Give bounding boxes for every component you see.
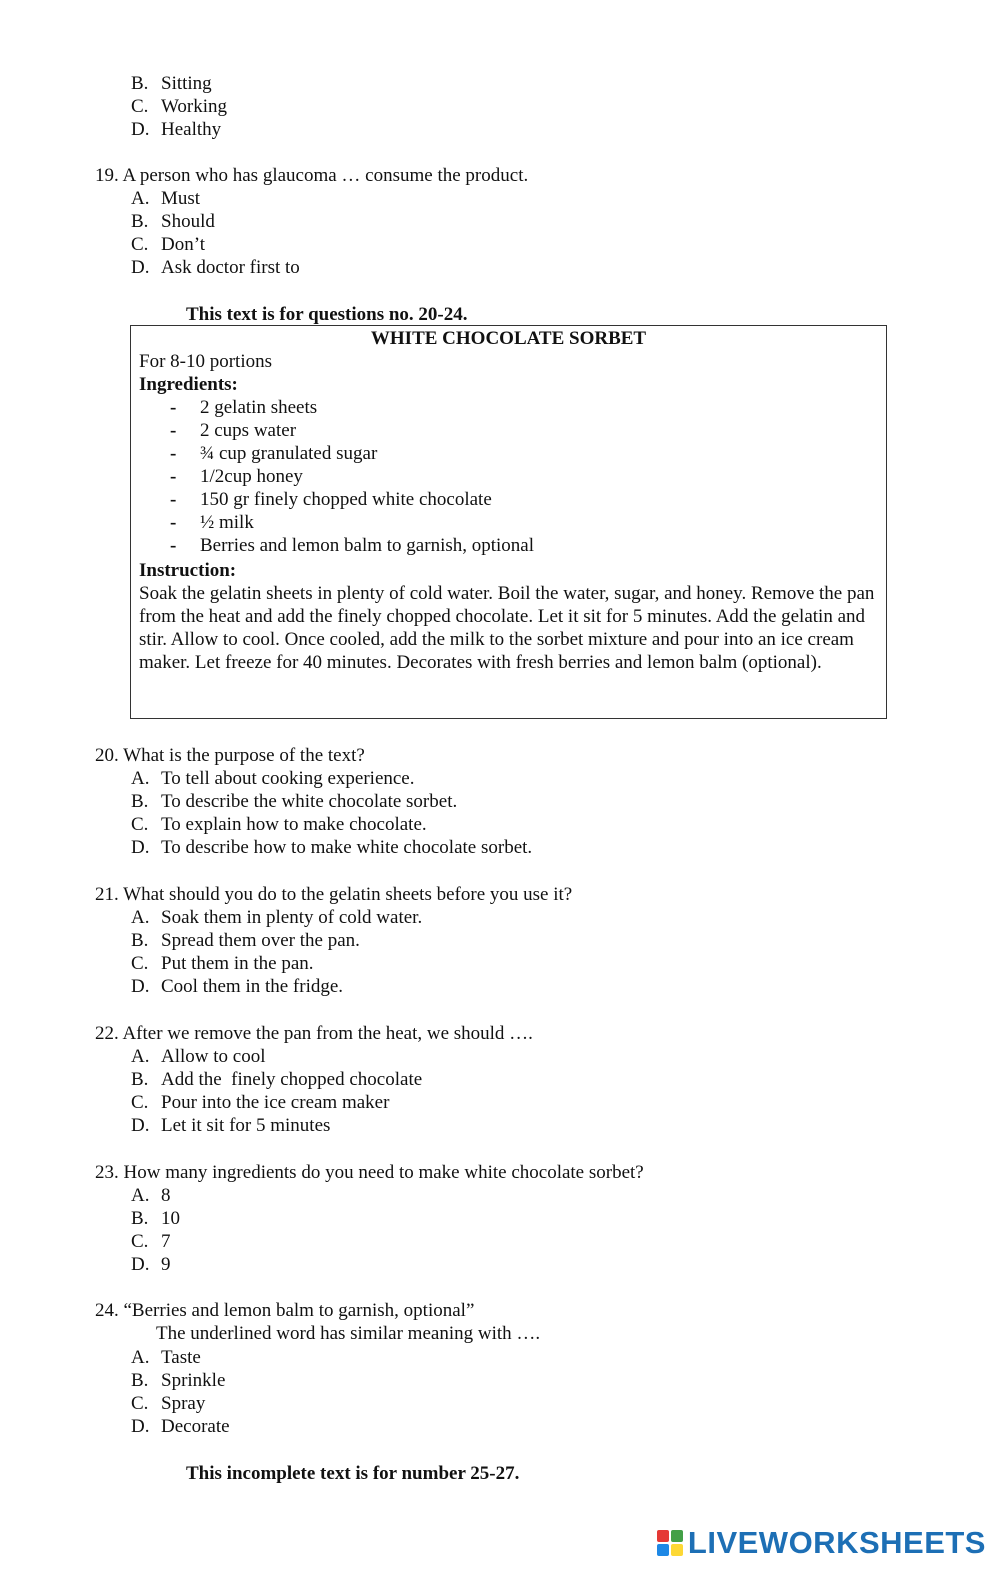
logo-blocks-icon — [657, 1530, 683, 1556]
section-heading-20-24: This text is for questions no. 20-24. — [186, 304, 468, 325]
ingredient-item: - ½ milk — [170, 512, 254, 533]
logo-block — [657, 1544, 669, 1556]
logo-block — [671, 1544, 683, 1556]
liveworksheets-logo[interactable] — [657, 1525, 986, 1561]
q22-option-c: C. Pour into the ice cream maker — [131, 1092, 390, 1113]
q23-question: 23. How many ingredients do you need to make white chocolate sorbet? — [95, 1162, 644, 1183]
q23-option-c: C. 7 — [131, 1231, 171, 1252]
section-heading-25-27: This incomplete text is for number 25-27. — [186, 1463, 520, 1484]
q22-question: 22. After we remove the pan from the heat, we should …. — [95, 1023, 533, 1044]
q20-option-c: C. To explain how to make chocolate. — [131, 814, 427, 835]
q18-option-d: D. Healthy — [131, 119, 222, 140]
q18-option-c: C. Working — [131, 96, 228, 117]
q19-option-d: D. Ask doctor first to — [131, 257, 300, 278]
q24-subtext: The underlined word has similar meaning with …. — [156, 1323, 541, 1344]
q19-option-b: B. Should — [131, 211, 215, 232]
q18-option-b: B. Sitting — [131, 73, 212, 94]
ingredient-item: - Berries and lemon balm to garnish, optional — [170, 535, 535, 556]
q20-option-b: B. To describe the white chocolate sorbet. — [131, 791, 458, 812]
q22-option-d: D. Let it sit for 5 minutes — [131, 1115, 331, 1136]
ingredient-item: - 2 gelatin sheets — [170, 397, 318, 418]
q24-option-b: B. Sprinkle — [131, 1370, 226, 1391]
q19-option-c: C. Don’t — [131, 234, 205, 255]
q23-option-b: B. 10 — [131, 1208, 180, 1229]
q21-option-c: C. Put them in the pan. — [131, 953, 314, 974]
q22-option-a: A. Allow to cool — [131, 1046, 266, 1067]
logo-block — [657, 1530, 669, 1542]
instruction-heading: Instruction: — [139, 560, 237, 581]
q21-option-a: A. Soak them in plenty of cold water. — [131, 907, 423, 928]
instruction-text: Soak the gelatin sheets in plenty of cold water. Boil the water, sugar, and honey. Remove the pan from the heat and add the finely chopped chocolate. Let it sit for 5 minutes. Add the gelatin and stir. Allow to cool. Once cooled, add the milk to the sorbet mixture and pour into an ice cream maker. Let freeze for 40 minutes. Decorates with fresh berries and lemon balm (optional). — [139, 583, 875, 673]
q21-question: 21. What should you do to the gelatin sheets before you use it? — [95, 884, 573, 905]
q20-question: 20. What is the purpose of the text? — [95, 745, 365, 766]
q24-option-c: C. Spray — [131, 1393, 206, 1414]
ingredient-item: - 1/2cup honey — [170, 466, 303, 487]
q22-option-b: B. Add the finely chopped chocolate — [131, 1069, 423, 1090]
logo-block — [671, 1530, 683, 1542]
q20-option-a: A. To tell about cooking experience. — [131, 768, 415, 789]
ingredient-item: - ¾ cup granulated sugar — [170, 443, 378, 464]
logo-text: LIVEWORKSHEETS — [687, 1525, 986, 1560]
recipe-portions: For 8-10 portions — [139, 351, 272, 372]
q21-option-d: D. Cool them in the fridge. — [131, 976, 344, 997]
q23-option-a: A. 8 — [131, 1185, 171, 1206]
q19-question: 19. A person who has glaucoma … consume the product. — [95, 165, 529, 186]
ingredients-heading: Ingredients: — [139, 374, 238, 395]
ingredient-item: - 150 gr finely chopped white chocolate — [170, 489, 492, 510]
q24-option-d: D. Decorate — [131, 1416, 230, 1437]
q23-option-d: D. 9 — [131, 1254, 171, 1275]
ingredient-item: - 2 cups water — [170, 420, 297, 441]
q19-option-a: A. Must — [131, 188, 201, 209]
q21-option-b: B. Spread them over the pan. — [131, 930, 360, 951]
q24-option-a: A. Taste — [131, 1347, 201, 1368]
recipe-title: WHITE CHOCOLATE SORBET — [370, 328, 647, 349]
q24-question: 24. “Berries and lemon balm to garnish, optional” — [95, 1300, 475, 1321]
q20-option-d: D. To describe how to make white chocolate sorbet. — [131, 837, 533, 858]
